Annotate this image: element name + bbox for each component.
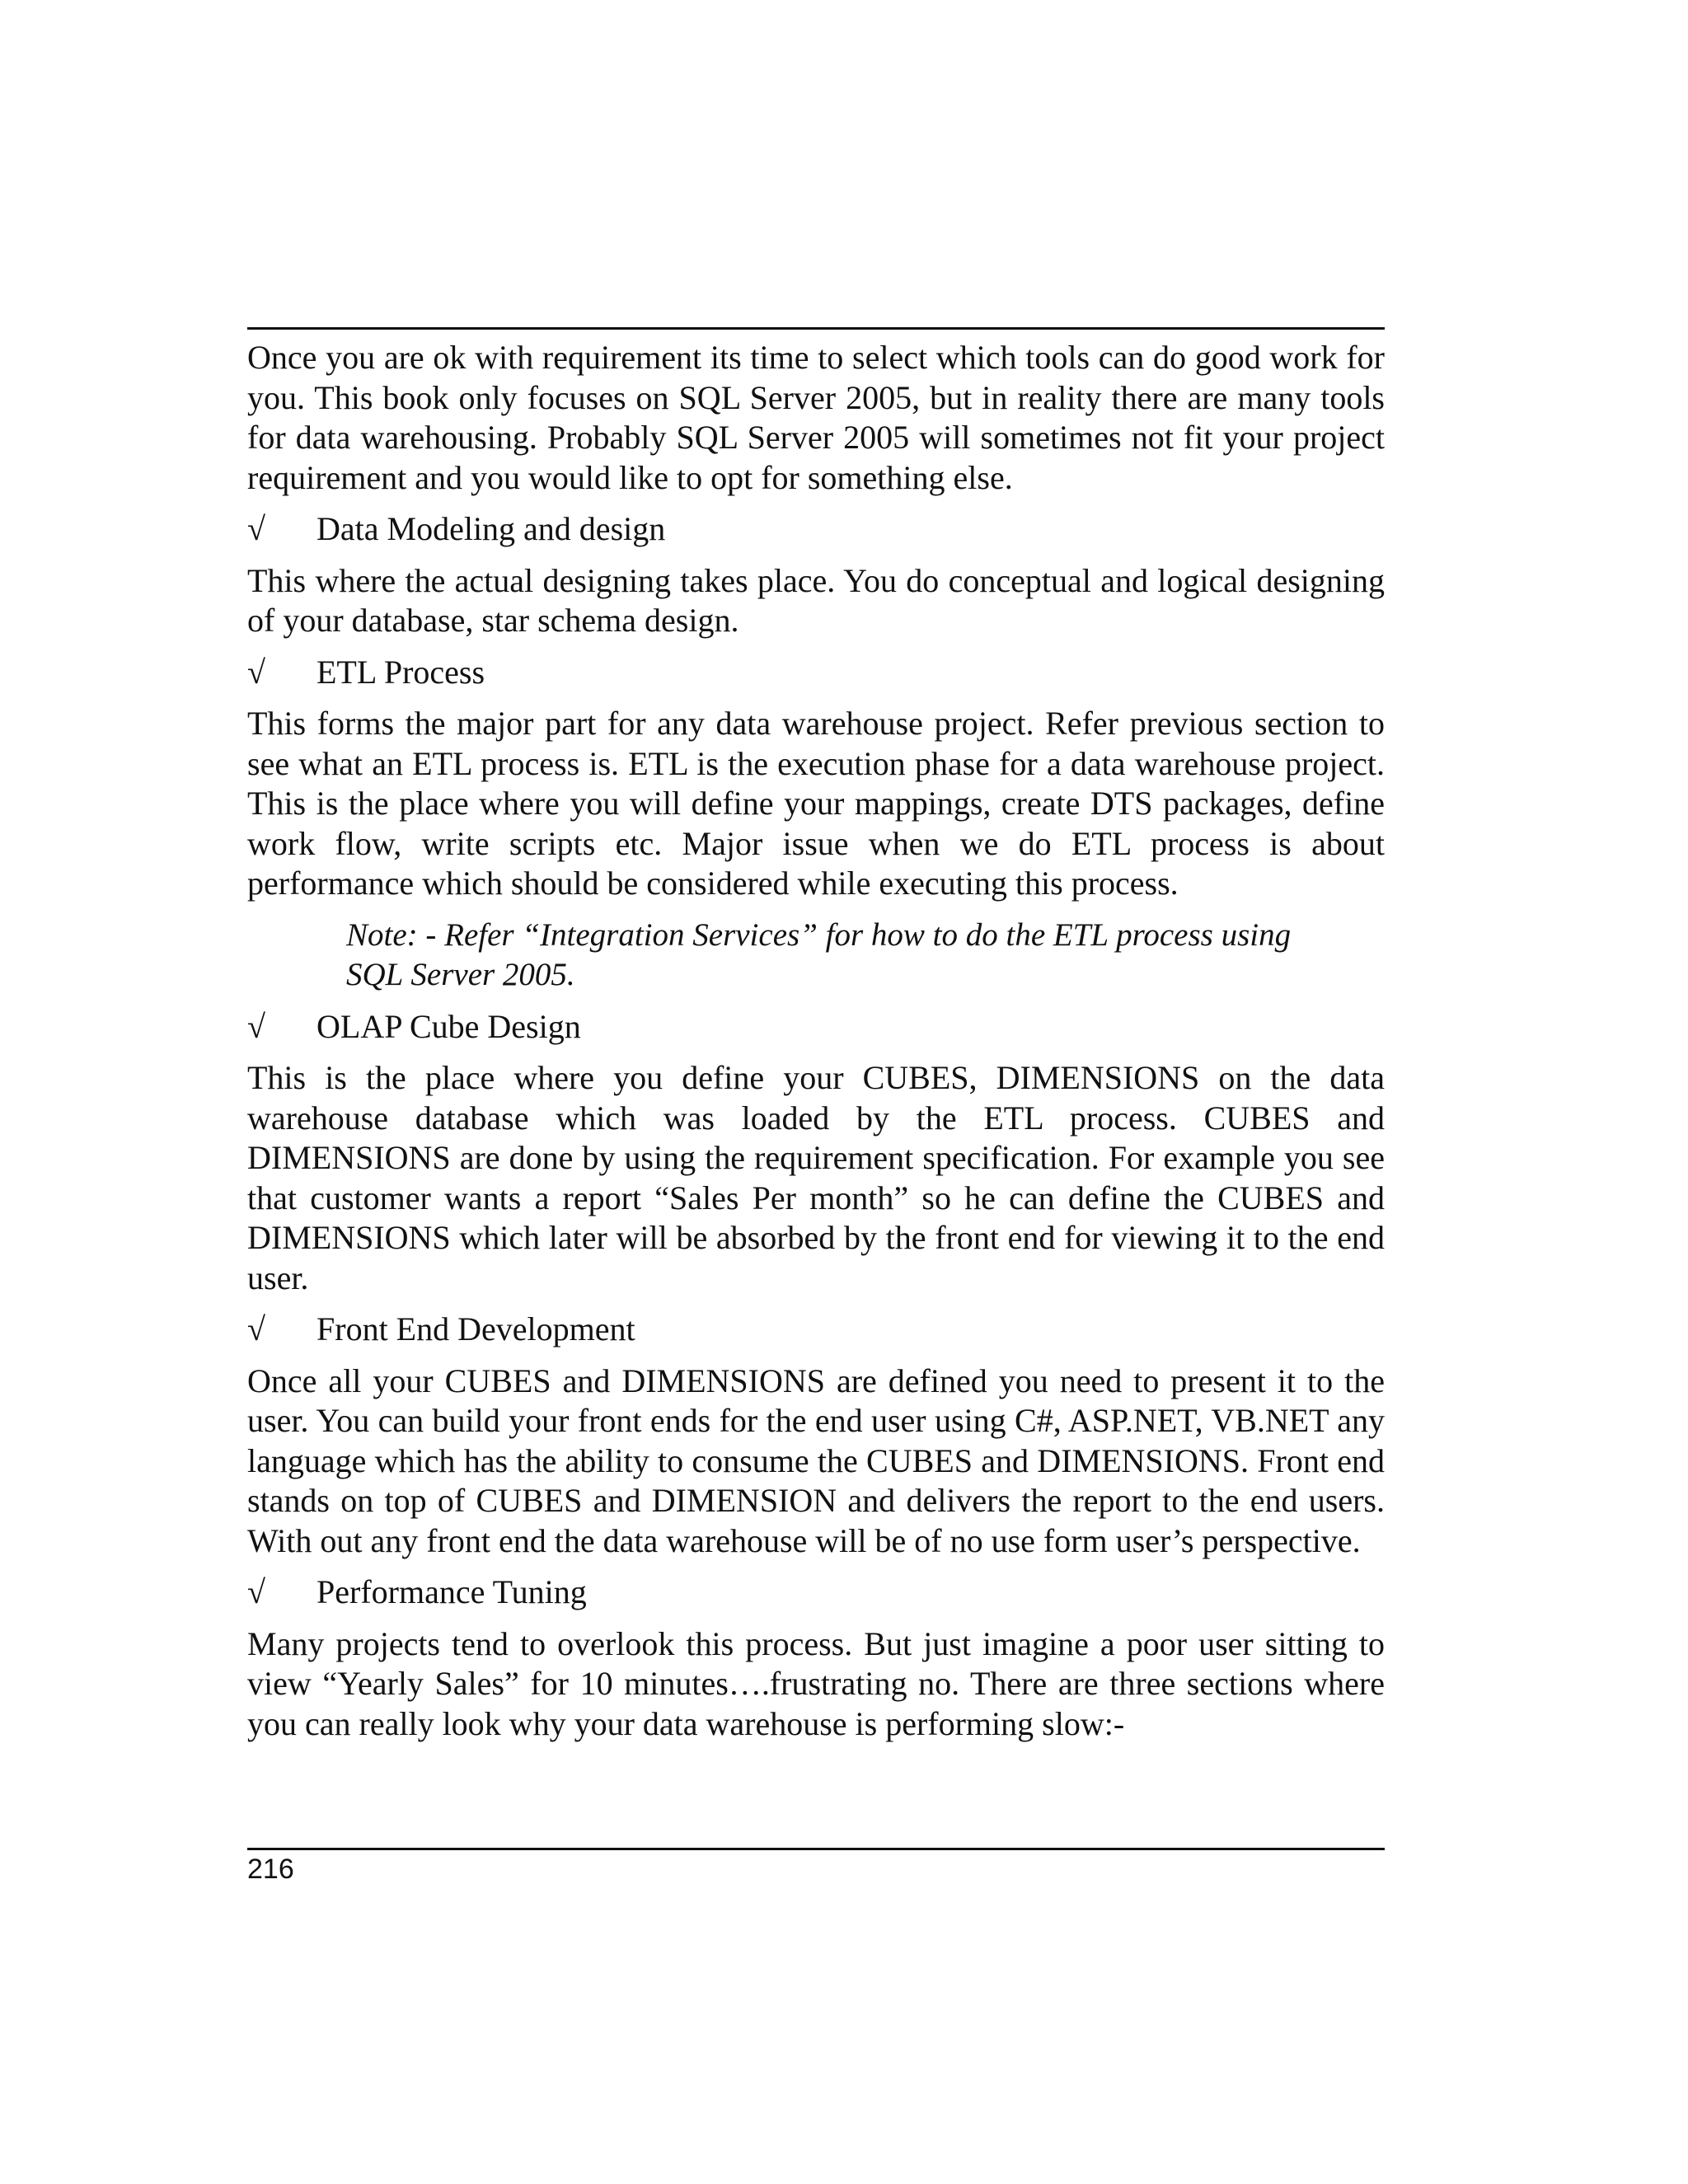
bullet-label: Front End Development bbox=[316, 1310, 635, 1347]
checkmark-icon: √ bbox=[247, 1007, 265, 1045]
checkmark-icon: √ bbox=[247, 510, 265, 547]
paragraph-performance-tuning: Many projects tend to overlook this process. But just imagine a poor user sitting to view “Yearly Sales” for 10 minutes….frustrating no. There are three sections where you can really look why your data warehouse is performing slow:- bbox=[247, 1624, 1385, 1742]
bullet-etl-process bbox=[247, 653, 1385, 693]
page-number: 216 bbox=[247, 1854, 294, 1885]
footer-rule bbox=[247, 1848, 1385, 1850]
paragraph-olap-cube-design: This is the place where you define your CUBES, DIMENSIONS on the data warehouse database which was loaded by the ETL process. CUBES and DIMENSIONS are done by using the requirement specification. For example you see that customer wants a report “Sales Per month” so he can define the CUBES and DIMENSIONS which later will be absorbed by the front end for viewing it to the end user. bbox=[247, 1059, 1385, 1296]
checkmark-icon: √ bbox=[247, 1310, 265, 1347]
paragraph-tool-selection: Once you are ok with requirement its time to select which tools can do good work for you. This book only focuses on SQL Server 2005, but in reality there are many tools for data warehousing. Probably SQL Server 2005 will sometimes not fit your project requirement and you would like to opt for something else. bbox=[247, 339, 1385, 496]
bullet-label: ETL Process bbox=[316, 653, 485, 691]
bullet-performance-tuning bbox=[247, 1572, 1385, 1613]
bullet-data-modeling bbox=[247, 509, 1385, 550]
checkmark-icon: √ bbox=[247, 653, 265, 691]
note-integration-services: Note: - Refer “Integration Services” for how to do the ETL process using SQL Server 2005. bbox=[346, 916, 1292, 992]
bullet-front-end-development bbox=[247, 1310, 1385, 1350]
bullet-olap-cube-design bbox=[247, 1007, 1385, 1047]
paragraph-front-end-development: Once all your CUBES and DIMENSIONS are defined you need to present it to the user. You can build your front ends for the end user using C#, ASP.NET, VB.NET any language which has the ability to consume the CUBES and DIMENSIONS. Front end stands on top of CUBES and DIMENSION and delivers the report to the end users. With out any front end the data warehouse will be of no use form user’s perspective. bbox=[247, 1361, 1385, 1559]
bullet-label: Performance Tuning bbox=[316, 1573, 587, 1610]
paragraph-etl-process: This forms the major part for any data warehouse project. Refer previous section to see what an ETL process is. ETL is the execution phase for a data warehouse project. This is the place where you will define your mappings, create DTS packages, define work flow, write scripts etc. Major issue when we do ETL process is about performance which should be considered while executing this process. bbox=[247, 705, 1385, 902]
bullet-label: OLAP Cube Design bbox=[316, 1007, 581, 1045]
bullet-label: Data Modeling and design bbox=[316, 510, 666, 547]
checkmark-icon: √ bbox=[247, 1573, 265, 1610]
page-body bbox=[247, 338, 1385, 1755]
header-rule bbox=[247, 327, 1385, 330]
paragraph-data-modeling: This where the actual designing takes place. You do conceptual and logical designing of your database, star schema design. bbox=[247, 561, 1385, 639]
